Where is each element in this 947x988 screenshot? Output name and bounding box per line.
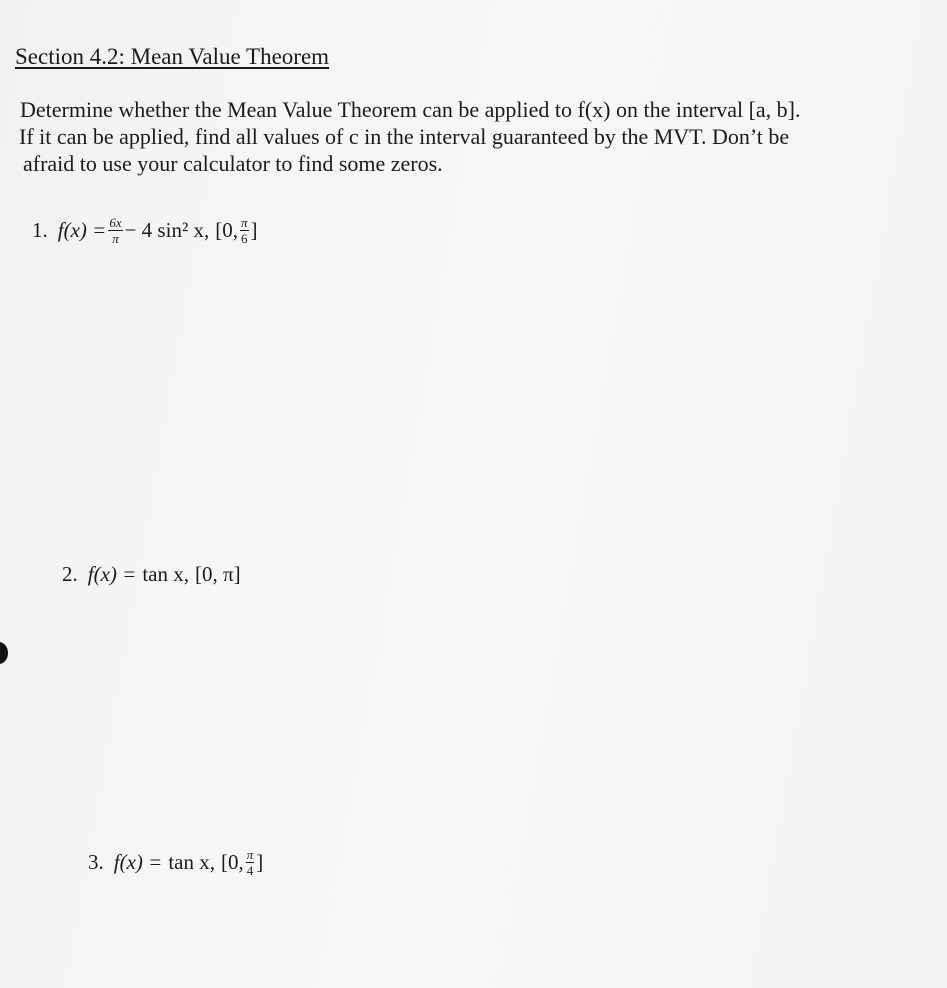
interval: [0, π] [194, 562, 241, 586]
instructions-line-3: afraid to use your calculator to find some zeros. [23, 151, 443, 176]
interval-open: [0, [215, 218, 238, 242]
interval-close: ] [250, 218, 258, 242]
interval-open: [0, [220, 850, 244, 874]
interval-close: ] [256, 850, 264, 874]
problem-2 [62, 562, 241, 587]
function-rest: − 4 sin² x, [124, 218, 210, 242]
function-rest: tan x, [168, 850, 215, 874]
interval-fraction [246, 848, 255, 877]
fraction-coefficient [108, 216, 122, 245]
function-lhs: f(x) = [113, 850, 163, 874]
interval-numerator: π [246, 847, 254, 862]
binder-hole-shadow [0, 642, 8, 664]
problem-3 [88, 848, 263, 877]
problem-1 [32, 216, 258, 245]
fraction-numerator: 6x [109, 215, 122, 230]
fraction-denominator: π [112, 231, 119, 246]
problem-number: 2. [62, 562, 78, 586]
function-rest: tan x, [142, 562, 189, 586]
instructions-line-1: Determine whether the Mean Value Theorem can be applied to f(x) on the interval [a, b]. [20, 97, 801, 122]
function-lhs: f(x) = [57, 218, 107, 242]
function-lhs: f(x) = [87, 562, 137, 586]
instructions [20, 96, 900, 177]
problem-number: 3. [88, 850, 104, 874]
section-title: Section 4.2: Mean Value Theorem [15, 44, 330, 69]
interval-denominator: 4 [246, 863, 254, 878]
interval-denominator: 6 [241, 231, 248, 246]
instructions-line-2: If it can be applied, find all values of c in the interval guaranteed by the MVT. Don’t be [19, 124, 790, 149]
interval-fraction [240, 216, 249, 245]
interval-numerator: π [241, 215, 248, 230]
problem-number: 1. [32, 218, 48, 242]
